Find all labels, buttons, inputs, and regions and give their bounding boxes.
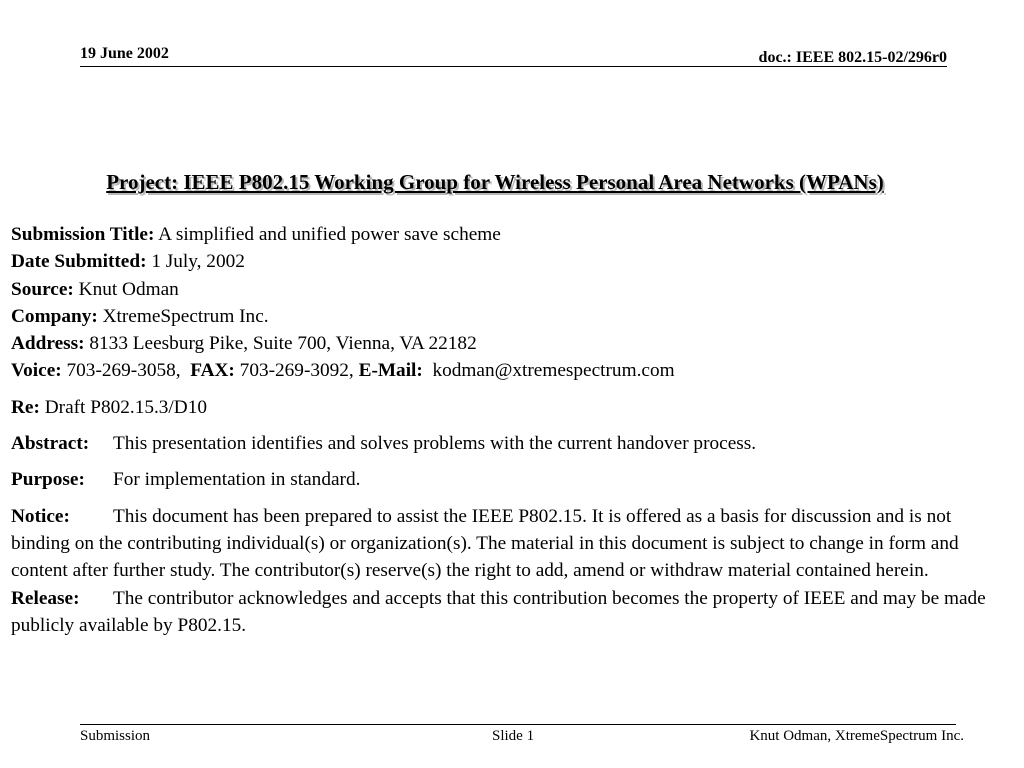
- address-value: 8133 Leesburg Pike, Suite 700, Vienna, VA 22182: [84, 333, 477, 355]
- notice-value: This document has been prepared to assist the IEEE P802.15. It is offered as a basis for discussion and is not binding on the contributing individual(s) or organization(s). The material in this document is subject to change in form and content after further study. The contributor(s) reserve(s) the right to add, amend or withdraw material contained herein.: [11, 505, 959, 582]
- notice-paragraph: [11, 503, 1001, 585]
- header-rule: [80, 66, 947, 67]
- fax-label: FAX:: [190, 360, 235, 382]
- re-label: Re:: [11, 396, 40, 418]
- notice-label: Notice:: [11, 505, 70, 527]
- address-line: [11, 330, 1001, 357]
- footer-author: Knut Odman, XtremeSpectrum Inc.: [749, 728, 964, 744]
- contact-line: [11, 357, 1001, 384]
- header-date: 19 June 2002: [80, 45, 169, 62]
- company-label: Company:: [11, 305, 98, 327]
- purpose-line: [11, 466, 1001, 493]
- voice-value: 703-269-3058,: [61, 360, 181, 382]
- release-paragraph: [11, 585, 1001, 640]
- source-value: Knut Odman: [73, 278, 179, 300]
- company-value: XtremeSpectrum Inc.: [97, 305, 269, 327]
- date-submitted-value: 1 July, 2002: [146, 251, 245, 273]
- slide-body: [11, 221, 1001, 639]
- fax-value: 703-269-3092,: [234, 360, 354, 382]
- footer-rule: [80, 724, 956, 725]
- re-line: [11, 394, 1001, 421]
- footer-slide-number: Slide 1: [492, 728, 535, 744]
- date-submitted-line: [11, 248, 1001, 275]
- abstract-line: [11, 430, 1001, 457]
- email-value: kodman@xtremespectrum.com: [427, 360, 675, 382]
- email-label: E-Mail:: [358, 360, 423, 382]
- submission-title-value: A simplified and unified power save scheme: [154, 224, 501, 245]
- release-label: Release:: [11, 587, 80, 609]
- release-value: The contributor acknowledges and accepts that this contribution becomes the property of IEEE and may be made publicly available by P802.15.: [11, 587, 986, 636]
- abstract-value: This presentation identifies and solves problems with the current handover process.: [113, 433, 757, 455]
- source-label: Source:: [11, 278, 74, 300]
- address-label: Address:: [11, 333, 85, 355]
- abstract-label: Abstract:: [11, 433, 90, 455]
- submission-title-label: Submission Title:: [11, 224, 155, 245]
- re-value: Draft P802.15.3/D10: [39, 396, 207, 418]
- submission-title-line: [11, 221, 1001, 248]
- date-submitted-label: Date Submitted:: [11, 251, 147, 273]
- company-line: [11, 303, 1001, 330]
- purpose-value: For implementation in standard.: [113, 469, 361, 491]
- voice-label: Voice:: [11, 360, 62, 382]
- purpose-label: Purpose:: [11, 469, 85, 491]
- project-title: Project: IEEE P802.15 Working Group for Wireless Personal Area Networks (WPANs): [106, 170, 884, 194]
- source-line: [11, 276, 1001, 303]
- footer-submission: Submission: [80, 728, 151, 744]
- header-doc-id: doc.: IEEE 802.15-02/296r0: [758, 49, 947, 66]
